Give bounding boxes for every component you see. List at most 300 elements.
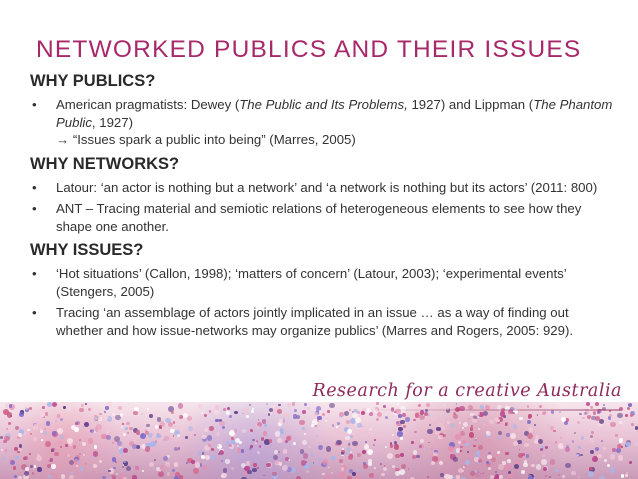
decorative-dot — [349, 409, 351, 411]
decorative-dot — [281, 439, 283, 441]
decorative-dot — [273, 455, 278, 460]
decorative-dot — [98, 417, 101, 420]
decorative-dot — [111, 462, 113, 464]
decorative-dot — [526, 454, 529, 457]
decorative-dot — [278, 404, 280, 406]
decorative-dot — [635, 426, 638, 430]
decorative-dot — [302, 440, 307, 445]
decorative-dot — [117, 441, 122, 446]
decorative-dot — [601, 440, 603, 442]
issues-list — [30, 265, 615, 339]
decorative-dot — [34, 465, 37, 468]
decorative-dot — [513, 441, 519, 447]
decorative-dot — [204, 414, 207, 417]
decorative-dot — [534, 424, 536, 426]
decorative-dot — [609, 414, 613, 418]
decorative-dot — [55, 420, 57, 422]
item-text-pre: American pragmatists: Dewey ( — [56, 97, 240, 112]
decorative-dot — [263, 431, 268, 436]
decorative-dot — [83, 426, 85, 428]
decorative-dot — [185, 436, 188, 439]
decorative-dot — [252, 408, 254, 410]
decorative-dot — [327, 410, 330, 413]
decorative-dot — [560, 437, 562, 439]
decorative-dot — [171, 411, 174, 414]
decorative-dot — [174, 447, 178, 451]
decorative-dot — [37, 454, 40, 457]
decorative-dot — [625, 414, 628, 417]
decorative-dot — [118, 406, 122, 410]
decorative-dot — [347, 429, 352, 434]
decorative-dot — [311, 454, 314, 457]
decorative-dot — [27, 429, 29, 431]
decorative-dot — [73, 445, 76, 448]
decorative-dot — [519, 449, 521, 451]
decorative-dot — [194, 434, 196, 436]
decorative-dot — [607, 464, 610, 467]
decorative-dot — [237, 445, 239, 447]
decorative-dot — [555, 441, 558, 444]
decorative-dot — [154, 428, 159, 433]
decorative-dot — [238, 457, 240, 459]
decorative-dot — [158, 471, 164, 477]
decorative-dot — [398, 414, 402, 418]
decorative-dot — [293, 442, 296, 445]
decorative-dot — [590, 450, 594, 454]
decorative-dot — [307, 407, 310, 410]
decorative-dot — [456, 475, 459, 478]
decorative-dot — [337, 422, 340, 425]
decorative-dot — [292, 402, 296, 406]
decorative-dot — [618, 423, 622, 427]
decorative-dot — [0, 436, 3, 439]
decorative-dot — [536, 464, 542, 470]
decorative-dot — [447, 421, 450, 424]
decorative-dot — [506, 433, 510, 437]
decorative-dot — [352, 472, 356, 476]
decorative-dot — [304, 433, 306, 435]
decorative-dot — [397, 403, 399, 405]
decorative-dot — [229, 444, 232, 447]
decorative-dot — [242, 413, 244, 415]
decorative-dot — [410, 447, 412, 449]
decorative-dot — [262, 419, 267, 424]
decorative-dot — [15, 456, 18, 459]
decorative-dot — [577, 421, 580, 424]
decorative-dot — [156, 434, 160, 438]
decorative-dot — [581, 436, 584, 439]
decorative-dot — [88, 408, 91, 411]
decorative-dot — [154, 459, 156, 461]
decorative-dot — [132, 475, 137, 479]
decorative-dot — [523, 463, 528, 468]
decorative-dot — [591, 431, 594, 434]
decorative-dot — [92, 470, 94, 472]
decorative-dot — [94, 445, 97, 448]
decorative-dot — [123, 433, 126, 436]
decorative-dot — [458, 441, 461, 444]
decorative-dot — [32, 472, 34, 474]
decorative-dot — [82, 442, 86, 446]
decorative-dot — [79, 408, 83, 412]
decorative-dot — [376, 418, 379, 421]
decorative-dot — [234, 429, 238, 433]
decorative-dot — [319, 410, 321, 412]
decorative-dot — [145, 446, 151, 452]
decorative-dot — [348, 455, 353, 460]
decorative-dot — [439, 461, 443, 465]
decorative-dot — [547, 424, 549, 426]
decorative-dot — [538, 439, 543, 444]
decorative-dot — [65, 444, 68, 447]
decorative-dot — [249, 447, 252, 450]
decorative-dot — [42, 406, 45, 409]
decorative-dot — [52, 402, 57, 407]
decorative-dot — [513, 424, 518, 429]
decorative-dot — [283, 449, 288, 454]
decorative-dot — [339, 415, 342, 418]
decorative-dot — [505, 423, 508, 426]
decorative-dot — [264, 424, 267, 427]
list-item — [30, 304, 615, 339]
decorative-dot — [412, 455, 416, 459]
decorative-dot — [427, 476, 429, 478]
decorative-dot — [149, 462, 155, 468]
decorative-dot — [418, 404, 422, 408]
decorative-dot — [322, 459, 328, 465]
decorative-dot — [374, 439, 376, 441]
decorative-dot — [133, 411, 137, 415]
decorative-dot — [220, 433, 222, 435]
decorative-dot — [462, 427, 464, 429]
decorative-dot — [147, 408, 149, 410]
decorative-dot — [416, 455, 420, 459]
decorative-dot — [370, 423, 372, 425]
item-text: ‘Hot situations’ (Callon, 1998); ‘matters of concern’ (Latour, 2003); ‘experimental events’ (Stengers, 2005) — [56, 266, 567, 299]
decorative-dot — [444, 474, 450, 479]
decorative-dot — [79, 439, 81, 441]
decorative-dot — [604, 459, 607, 462]
decorative-dot — [546, 411, 548, 413]
bullet-icon: • — [32, 179, 37, 195]
decorative-dot — [540, 448, 543, 451]
decorative-dot — [296, 415, 300, 419]
decorative-dot — [44, 428, 46, 430]
decorative-dot — [443, 404, 446, 407]
decorative-dot — [511, 416, 513, 418]
decorative-dot — [178, 447, 180, 449]
decorative-dot — [586, 402, 590, 406]
decorative-dot — [474, 411, 479, 416]
decorative-dot — [435, 477, 437, 479]
decorative-dot — [29, 407, 32, 410]
decorative-dot — [178, 403, 183, 408]
decorative-dot — [33, 468, 35, 470]
decorative-dot — [589, 467, 592, 470]
decorative-dot — [84, 422, 89, 427]
decorative-dot — [428, 442, 430, 444]
decorative-dot — [60, 446, 62, 448]
decorative-dot — [631, 423, 634, 426]
decorative-dot — [252, 439, 255, 442]
decorative-dot — [357, 453, 361, 457]
decorative-dot — [553, 430, 555, 432]
decorative-dot — [383, 405, 385, 407]
decorative-dot — [198, 451, 201, 454]
decorative-dot — [339, 459, 343, 463]
decorative-dot — [318, 445, 323, 450]
decorative-dot — [528, 414, 532, 418]
decorative-dot — [1, 449, 3, 451]
decorative-dot — [336, 440, 342, 446]
decorative-dot — [415, 413, 419, 417]
decorative-dot — [376, 402, 379, 405]
decorative-dot — [163, 456, 168, 461]
decorative-dot — [214, 410, 219, 415]
decorative-dot — [482, 473, 484, 475]
decorative-dot — [377, 412, 382, 417]
decorative-dot — [610, 467, 615, 472]
list-item — [30, 265, 615, 300]
decorative-dot — [135, 466, 140, 471]
section-heading-issues: WHY ISSUES? — [30, 241, 144, 259]
decorative-dot — [299, 420, 304, 425]
marres-quote: “Issues spark a public into being” (Marres, 2005) — [69, 132, 356, 147]
decorative-dot — [152, 435, 155, 438]
decorative-dot — [150, 441, 156, 447]
decorative-dot — [75, 422, 77, 424]
decorative-dot — [211, 448, 213, 450]
decorative-dot — [597, 411, 600, 414]
decorative-dot — [484, 424, 486, 426]
decorative-dot — [251, 410, 254, 413]
decorative-dot — [438, 435, 442, 439]
item-text: ANT – Tracing material and semiotic relations of heterogeneous elements to see how they shape one another. — [56, 201, 582, 234]
decorative-dot — [79, 453, 81, 455]
decorative-dot — [429, 424, 431, 426]
decorative-dot — [63, 406, 66, 409]
decorative-dot — [112, 442, 114, 444]
decorative-dot — [67, 407, 71, 411]
networks-list — [30, 179, 615, 236]
decorative-dot — [244, 407, 249, 412]
decorative-dot — [348, 443, 350, 445]
decorative-dot — [202, 465, 207, 470]
decorative-dot — [193, 468, 199, 474]
decorative-dot — [49, 458, 51, 460]
decorative-dot — [187, 416, 192, 421]
decorative-dot — [411, 441, 414, 444]
decorative-dot — [579, 413, 581, 415]
tagline-underline — [352, 409, 620, 411]
decorative-dot — [603, 447, 606, 450]
decorative-dot — [507, 459, 511, 463]
decorative-dot — [93, 451, 99, 457]
decorative-dot — [578, 476, 580, 478]
decorative-dot — [315, 425, 317, 427]
decorative-dot — [552, 404, 557, 409]
decorative-dot — [316, 435, 318, 437]
decorative-dot — [243, 471, 247, 475]
decorative-dot — [325, 420, 327, 422]
decorative-dot — [339, 472, 344, 477]
decorative-dot — [286, 436, 291, 441]
decorative-dot — [512, 412, 515, 415]
decorative-dot — [221, 473, 226, 478]
decorative-dot — [210, 455, 216, 461]
decorative-dot — [632, 404, 634, 406]
decorative-dot — [436, 427, 440, 431]
decorative-dot — [231, 467, 234, 470]
decorative-dot — [200, 414, 202, 416]
decorative-dot — [125, 427, 128, 430]
decorative-dot — [177, 434, 180, 437]
decorative-dot — [626, 472, 629, 475]
decorative-dot — [611, 435, 614, 438]
decorative-dot — [126, 466, 131, 471]
decorative-dot — [241, 449, 245, 453]
decorative-dot — [80, 467, 84, 471]
decorative-dot — [134, 439, 136, 441]
decorative-dot — [60, 418, 64, 422]
decorative-dot — [522, 453, 526, 457]
decorative-dot — [341, 467, 344, 470]
decorative-dot — [160, 465, 164, 469]
publics-list — [30, 96, 615, 149]
decorative-dot — [29, 453, 31, 455]
decorative-dot — [622, 441, 625, 444]
decorative-dot — [303, 453, 309, 459]
decorative-dot — [25, 467, 29, 471]
decorative-dot — [19, 412, 24, 417]
decorative-dot — [392, 434, 394, 436]
decorative-dot — [326, 446, 332, 452]
decorative-dot — [165, 462, 170, 467]
decorative-dot — [322, 413, 325, 416]
list-item — [30, 96, 615, 149]
decorative-dot — [499, 475, 503, 479]
decorative-dot — [400, 420, 405, 425]
decorative-dot — [478, 428, 480, 430]
decorative-dot — [329, 403, 335, 409]
decorative-dot — [380, 463, 382, 465]
decorative-dot — [246, 461, 251, 466]
decorative-dot — [431, 461, 435, 465]
decorative-dot — [626, 442, 631, 447]
decorative-dot — [610, 454, 616, 460]
decorative-dot — [426, 403, 430, 407]
arrow-right-icon: → — [56, 132, 70, 147]
decorative-dot — [459, 422, 461, 424]
decorative-dot — [619, 421, 622, 424]
decorative-dot — [18, 433, 23, 438]
decorative-dot — [207, 435, 213, 441]
decorative-dot — [621, 446, 623, 448]
decorative-dot — [362, 450, 366, 454]
decorative-dot — [246, 415, 249, 418]
decorative-dot — [269, 439, 273, 443]
decorative-dot — [67, 454, 70, 457]
decorative-dot — [395, 454, 400, 459]
decorative-dot — [41, 439, 43, 441]
decorative-dot — [360, 428, 364, 432]
decorative-dot — [431, 447, 434, 450]
decorative-dot — [2, 474, 5, 477]
decorative-dot — [350, 435, 353, 438]
decorative-dot — [572, 440, 574, 442]
decorative-dot — [223, 468, 228, 473]
decorative-dot — [590, 435, 593, 438]
decorative-dot — [17, 451, 20, 454]
decorative-dot — [190, 433, 192, 435]
decorative-dot — [302, 410, 306, 414]
decorative-dot — [381, 473, 385, 477]
decorative-dot — [93, 464, 97, 468]
decorative-dot — [549, 476, 551, 478]
decorative-dot — [173, 435, 175, 437]
decorative-dot — [81, 404, 84, 407]
decorative-dot — [209, 410, 211, 412]
decorative-dot — [387, 453, 393, 459]
decorative-dot — [59, 435, 63, 439]
decorative-dot — [304, 403, 307, 406]
decorative-dot — [433, 452, 437, 456]
decorative-dot — [209, 471, 211, 473]
decorative-dot — [208, 444, 211, 447]
decorative-dot — [122, 423, 124, 425]
decorative-dot — [397, 431, 403, 437]
decorative-dot — [616, 448, 621, 453]
decorative-dot — [529, 427, 534, 432]
decorative-dot — [555, 469, 558, 472]
decorative-dot — [231, 437, 234, 440]
decorative-dot — [450, 423, 455, 428]
decorative-dot — [6, 461, 8, 463]
decorative-dot — [277, 409, 282, 414]
decorative-dot — [48, 475, 51, 478]
decorative-dot — [456, 448, 461, 453]
decorative-dot — [344, 411, 349, 416]
decorative-dot — [470, 427, 474, 431]
decorative-dot — [242, 429, 246, 433]
decorative-dot — [37, 467, 41, 471]
decorative-dot — [6, 428, 8, 430]
decorative-dot — [469, 432, 474, 437]
decorative-dot — [460, 446, 462, 448]
decorative-dot — [322, 473, 325, 476]
decorative-dot — [500, 411, 506, 417]
decorative-dot — [400, 453, 405, 458]
decorative-dot — [373, 444, 376, 447]
decorative-dot — [74, 427, 78, 431]
decorative-dot — [385, 446, 387, 448]
decorative-dot — [420, 439, 424, 443]
decorative-dot — [221, 460, 224, 463]
decorative-dot — [488, 452, 490, 454]
decorative-dot — [588, 471, 594, 477]
decorative-dot — [419, 444, 424, 449]
decorative-dot — [629, 461, 632, 464]
decorative-dot — [593, 411, 597, 415]
decorative-dot — [164, 436, 169, 441]
decorative-dot — [70, 472, 73, 475]
decorative-dot — [204, 428, 208, 432]
decorative-dot — [105, 406, 108, 409]
decorative-dot — [542, 455, 544, 457]
decorative-dot — [399, 469, 405, 475]
decorative-dot — [618, 455, 623, 460]
decorative-dot — [43, 431, 47, 435]
